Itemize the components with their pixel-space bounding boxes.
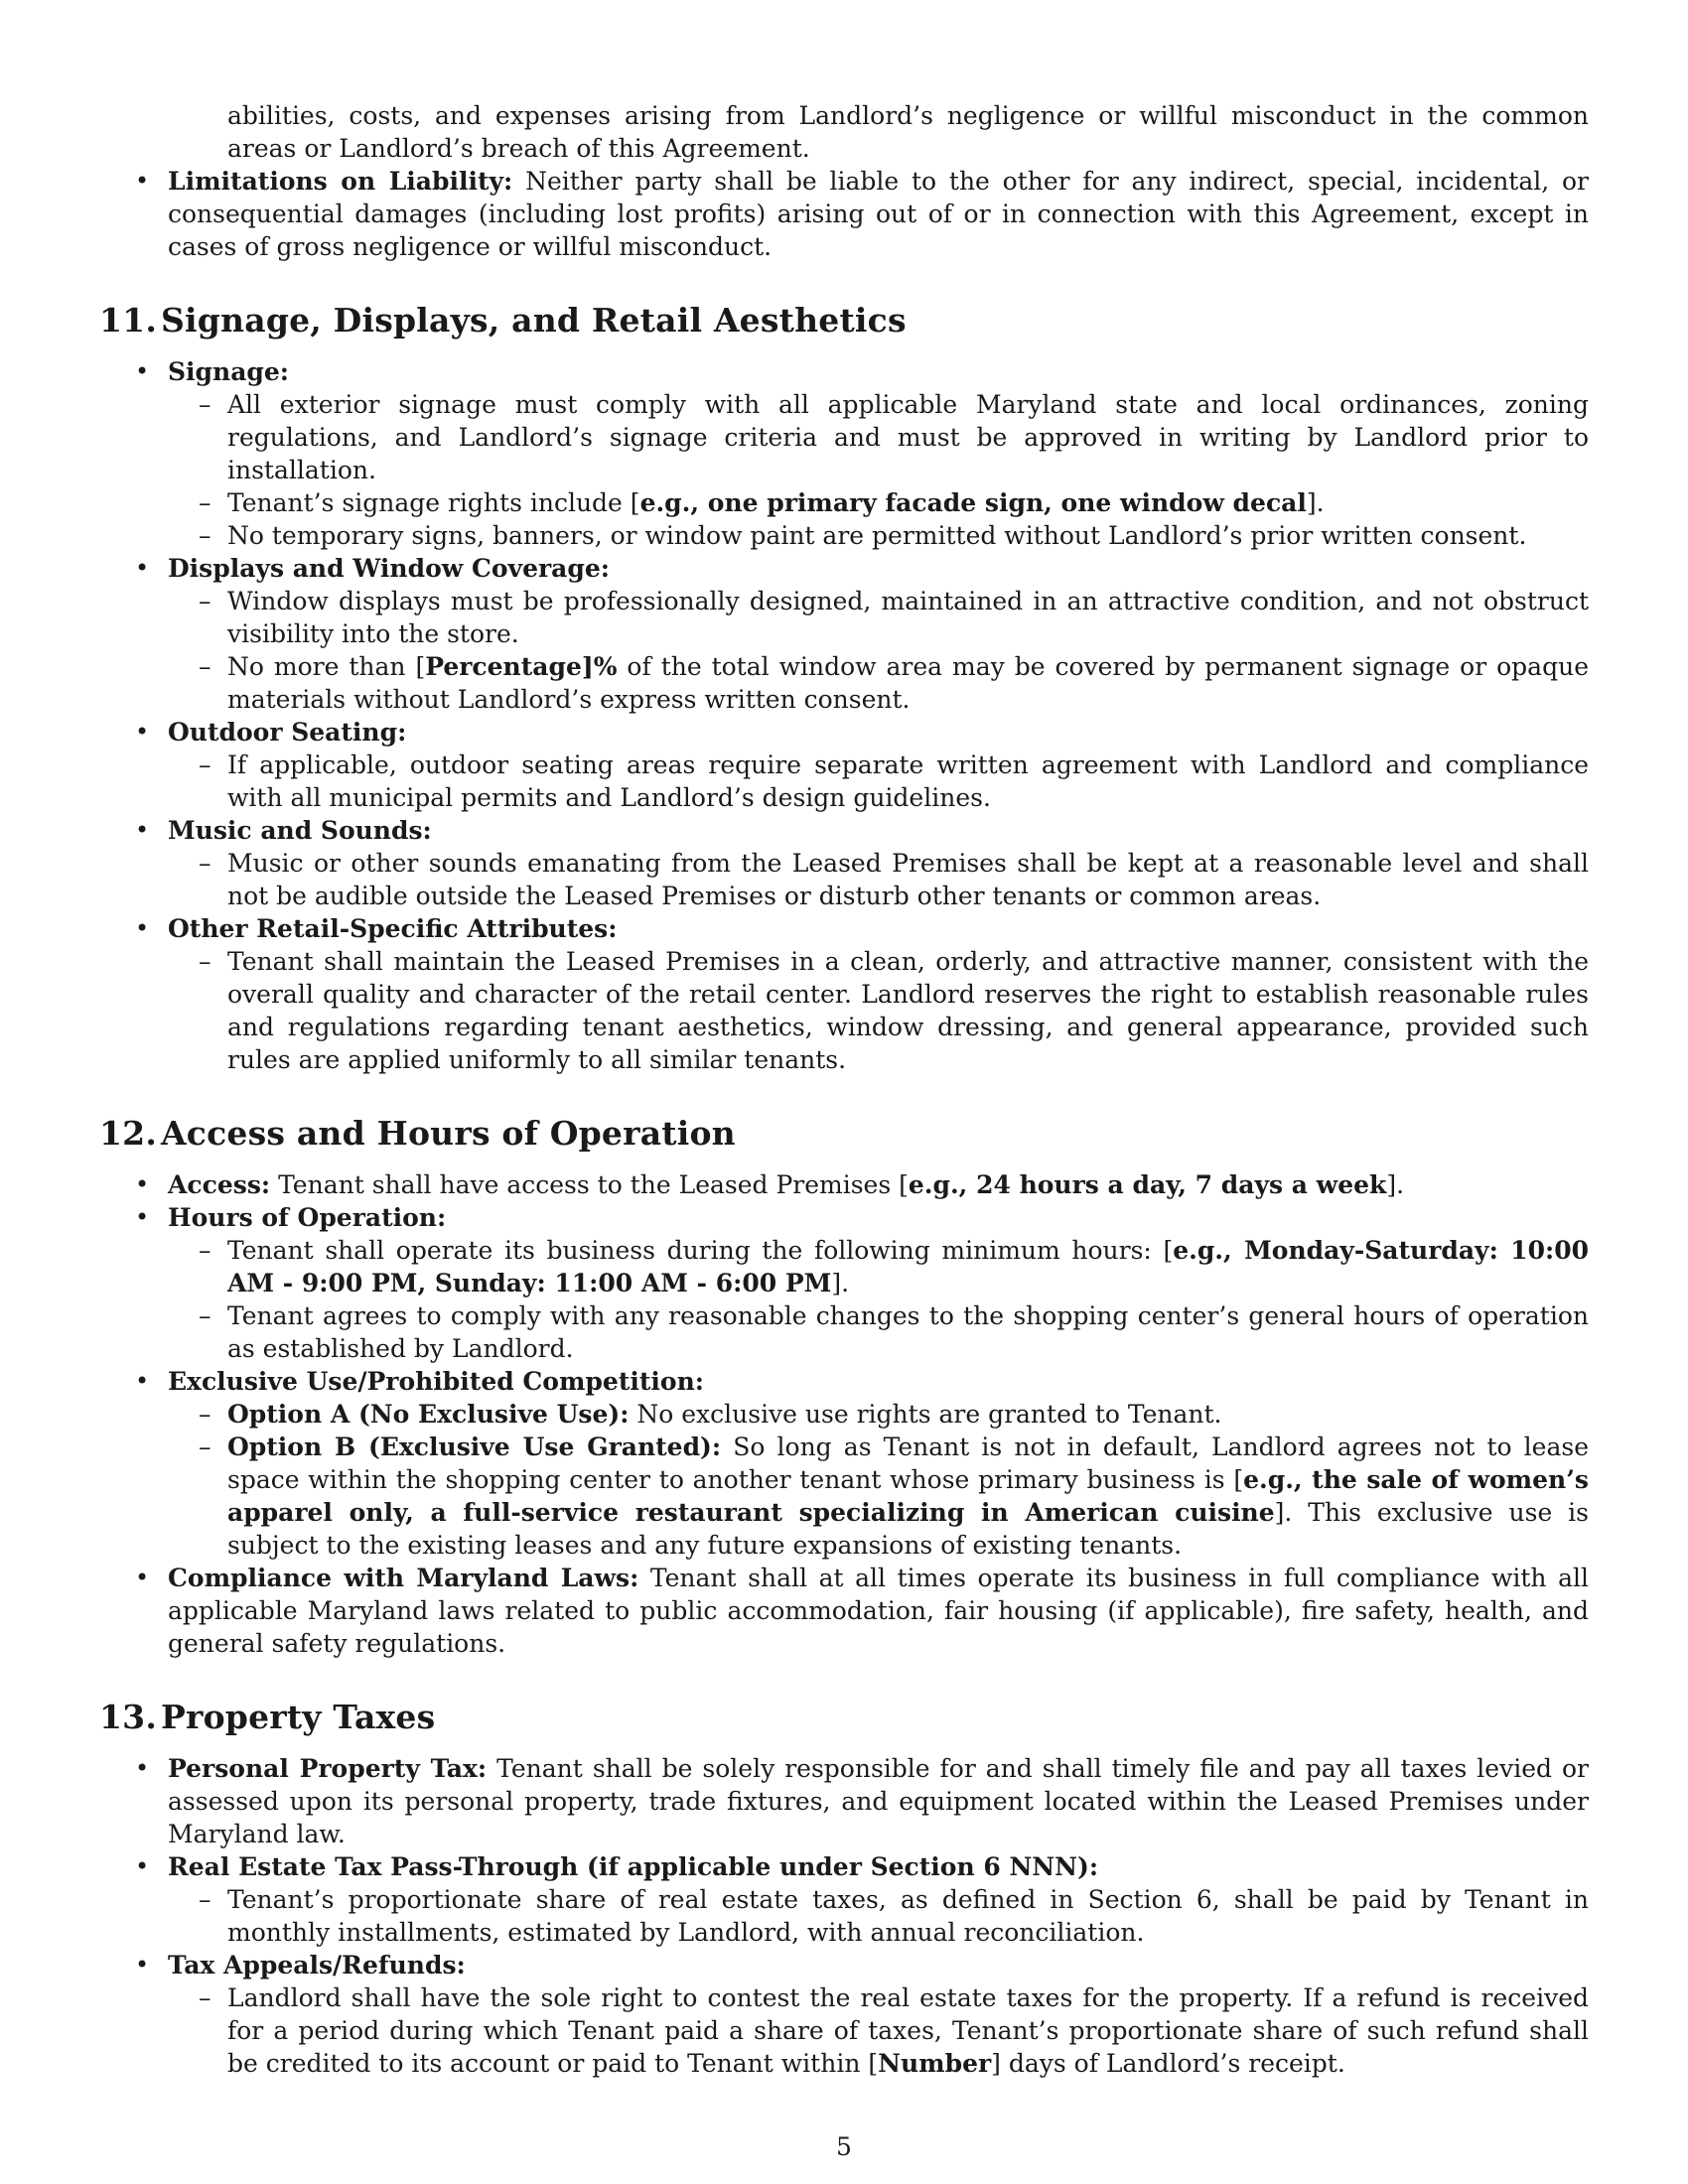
page-content [99,99,1589,2080]
item-text: So long as Tenant is not in default, Landlord agrees not to lease space within the shopping center to another tenant whose primary business is [ [227,1433,1589,1494]
item-text: No exclusive use rights are granted to Tenant. [629,1400,1222,1429]
item-label: Real Estate Tax Pass-Through (if applicable under Section 6 NNN): [168,1852,1099,1881]
list-item [99,355,1589,552]
liability-list [99,165,1589,263]
list-item [99,912,1589,1076]
placeholder-text: e.g., one primary facade sign, one window decal [639,488,1307,517]
item-label: Limitations on Liability: [168,167,513,196]
item-text: Tenant shall operate its business during the following minimum hours: [ [227,1236,1174,1265]
item-label: Compliance with Maryland Laws: [168,1564,639,1592]
item-text: Neither party shall be liable to the other for any indirect, special, incidental, or consequential damages (including lost profits) arising out of or in connection with this Agreement, except in cases of gross negligence or willful misconduct. [168,167,1589,261]
item-label: Displays and Window Coverage: [168,554,610,583]
section-title: Signage, Displays, and Retail Aesthetics [161,301,907,340]
section-13-list [99,1752,1589,2080]
sublist-item [168,650,1589,716]
placeholder-text: e.g., the sale of women’s apparel only, a full-service restaurant specializing in American cuisine [227,1465,1589,1527]
page-number: 5 [836,2132,852,2161]
option-label: Option A (No Exclusive Use): [227,1400,630,1429]
placeholder-text: e.g., 24 hours a day, 7 days a week [908,1170,1387,1199]
item-label: Personal Property Tax: [168,1754,488,1783]
item-text: ]. [1306,488,1325,517]
percent-sign: ]% [581,652,618,681]
sublist-item [168,486,1589,519]
list-item [99,814,1589,912]
list-item [99,165,1589,263]
item-text: Landlord shall have the sole right to contest the real estate taxes for the property. If a refund is received for a period during which Tenant paid a share of taxes, Tenant’s proportionate share of such refund shall be credited to its account or paid to Tenant within [ [227,1983,1589,2078]
item-label: Hours of Operation: [168,1203,447,1232]
sublist-item: – Music or other sounds emanating from the Leased Premises shall be kept at a reasonable level and shall not be audible outside the Leased Premises or disturb other tenants or common areas. [168,847,1589,912]
section-heading-11 [99,301,1589,341]
item-text: Tenant shall have access to the Leased Premises [ [270,1170,909,1199]
sublist-item: – Tenant shall maintain the Leased Premises in a clean, orderly, and attractive manner, consistent with the overall quality and character of the retail center. Landlord reserves the right to establish reasonable rules and regulations regarding tenant aesthetics, window dressing, and general appearance, provided such rules are applied uniformly to all similar tenants. [168,945,1589,1076]
item-text: ] days of Landlord’s receipt. [991,2049,1345,2078]
item-text: of the total window area may be covered by permanent signage or opaque materials without Landlord’s express written consent. [227,652,1589,714]
sublist-item: – Window displays must be professionally designed, maintained in an attractive condition, and not obstruct visibility into the store. [168,585,1589,650]
section-title: Access and Hours of Operation [161,1114,736,1153]
sublist [168,749,1589,814]
list-item [99,1168,1589,1201]
sublist-item: – If applicable, outdoor seating areas require separate written agreement with Landlord and compliance with all municipal permits and Landlord’s design guidelines. [168,749,1589,814]
item-text: ]. This exclusive use is subject to the existing leases and any future expansions of existing tenants. [227,1498,1590,1560]
sublist-item [168,1234,1589,1299]
item-label: Outdoor Seating: [168,718,407,747]
item-label: Signage: [168,357,290,386]
section-number: 11. [99,301,158,340]
item-text: No more than [ [227,652,426,681]
sublist [168,1234,1589,1365]
option-label: Option B (Exclusive Use Granted): [227,1433,722,1461]
list-item [99,716,1589,814]
sublist [168,945,1589,1076]
section-number: 12. [99,1114,158,1153]
item-text: ]. [831,1269,850,1297]
sublist [168,847,1589,912]
sublist-item [168,1398,1589,1431]
sublist-item [168,1981,1589,2080]
sublist-item: – All exterior signage must comply with all applicable Maryland state and local ordinances, zoning regulations, and Landlord’s signage criteria and must be approved in writing by Landlord prior to installation. [168,388,1589,486]
sublist [168,585,1589,716]
continuation-paragraph: abilities, costs, and expenses arising from Landlord’s negligence or willful misconduct in the common areas or Landlord’s breach of this Agreement. [227,101,1589,163]
placeholder-text: Percentage [425,652,582,681]
sublist [168,1981,1589,2080]
list-item [99,1201,1589,1365]
item-label: Exclusive Use/Prohibited Competition: [168,1367,704,1396]
list-item [99,1850,1589,1949]
item-text: Tenant shall at all times operate its business in full compliance with all applicable Maryland laws related to public accommodation, fair housing (if applicable), fire safety, health, and general safety regulations. [168,1564,1590,1658]
sublist [168,1398,1589,1562]
list-item [99,552,1589,716]
sublist-item: – Tenant agrees to comply with any reasonable changes to the shopping center’s general hours of operation as established by Landlord. [168,1299,1589,1365]
item-label: Other Retail-Specific Attributes: [168,914,618,943]
placeholder-text: Number [878,2049,992,2078]
sublist-item: – No temporary signs, banners, or window paint are permitted without Landlord’s prior written consent. [168,519,1589,552]
item-label: Access: [168,1170,271,1199]
item-text: Tenant’s signage rights include [ [227,488,640,517]
section-title: Property Taxes [161,1698,436,1736]
sublist-item: – Tenant’s proportionate share of real estate taxes, as defined in Section 6, shall be paid by Tenant in monthly installments, estimated by Landlord, with annual reconciliation. [168,1883,1589,1949]
section-11-list [99,355,1589,1076]
placeholder-text: e.g., Monday-Saturday: 10:00 AM - 9:00 PM, Sunday: 11:00 AM - 6:00 PM [227,1236,1589,1297]
section-12-list [99,1168,1589,1660]
sublist-item [168,1431,1589,1562]
item-label: Tax Appeals/Refunds: [168,1951,466,1979]
list-item [99,1752,1589,1850]
sublist [168,388,1589,552]
item-text: ]. [1386,1170,1405,1199]
list-item [99,1562,1589,1660]
item-label: Music and Sounds: [168,816,432,845]
section-number: 13. [99,1698,158,1736]
item-text: Tenant shall be solely responsible for and shall timely file and pay all taxes levied or assessed upon its personal property, trade fixtures, and equipment located within the Leased Premises under Maryland law. [168,1754,1590,1848]
sublist [168,1883,1589,1949]
section-heading-12 [99,1114,1589,1154]
section-heading-13 [99,1698,1589,1737]
list-item [99,1365,1589,1562]
list-item [99,1949,1589,2080]
